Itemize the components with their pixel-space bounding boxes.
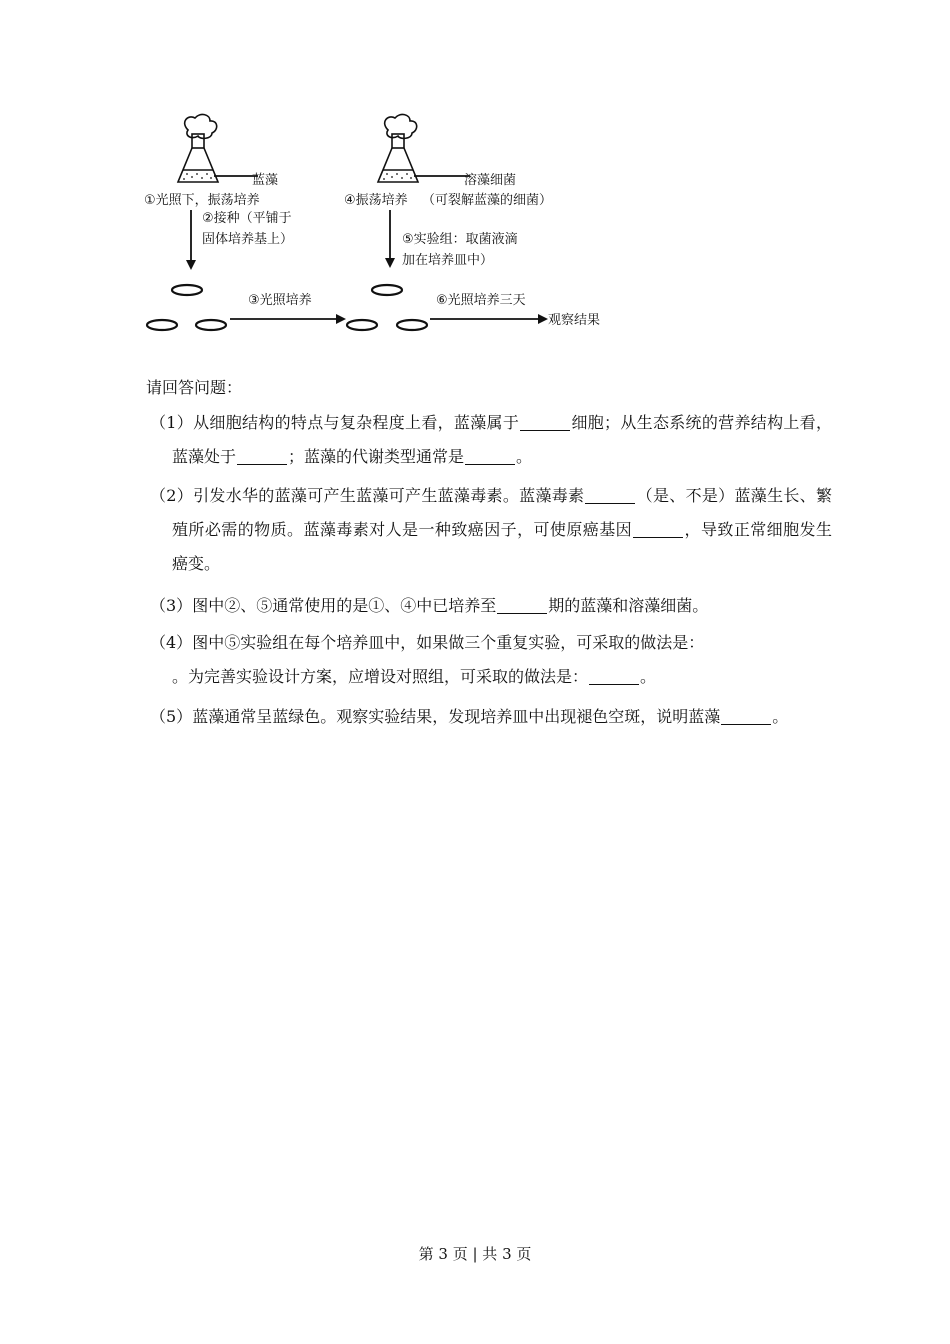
petri-dishes-group-1 — [147, 285, 226, 330]
flask-icon-left — [178, 114, 218, 182]
question-number: （3） — [150, 596, 193, 615]
answer-blank[interactable] — [520, 412, 570, 431]
label-lanzao: 蓝藻 — [252, 173, 279, 188]
question-number: （1） — [150, 413, 194, 432]
answer-blank[interactable] — [497, 595, 547, 614]
arrow-right-icon-step3 — [230, 314, 346, 324]
answer-blank[interactable] — [465, 446, 515, 465]
answer-blank[interactable] — [237, 446, 287, 465]
question-4: （4）图中⑤实验组在每个培养皿中，如果做三个重复实验，可采取的做法是： 。为完善实验设计方案，应增设对照组，可采取的做法是： 。 — [150, 633, 705, 686]
result-label: 观察结果 — [548, 313, 601, 328]
answer-blank[interactable] — [721, 706, 771, 725]
step1-label: ①光照下，振荡培养 — [144, 193, 260, 208]
question-1: （1）从细胞结构的特点与复杂程度上看，蓝藻属于 细胞；从生态系统的营养结构上看，蓝藻处于 ；蓝藻的代谢类型通常是 。 — [150, 413, 832, 466]
answer-blank[interactable] — [633, 519, 683, 538]
answer-blank[interactable] — [585, 485, 635, 504]
arrow-down-icon-left — [186, 210, 196, 270]
question-number: （2） — [150, 486, 194, 505]
step2-label-line1: ②接种（平铺于 — [202, 211, 292, 226]
step6-label: ⑥光照培养三天 — [436, 293, 526, 308]
arrow-down-icon-right — [385, 210, 395, 268]
experiment-diagram — [140, 112, 620, 344]
step2-label-line2: 固体培养基上） — [202, 232, 294, 247]
questions-intro: 请回答问题： — [146, 378, 243, 397]
flask-culture-dots-right — [383, 173, 412, 180]
label-rongzao: 溶藻细菌 — [464, 173, 517, 188]
step4-label: ④振荡培养 — [344, 193, 408, 208]
step3-label: ③光照培养 — [248, 293, 312, 308]
question-number: （4） — [150, 633, 193, 652]
step5-label-line1: ⑤实验组：取菌液滴 — [402, 232, 518, 247]
flask-icon-right — [378, 114, 418, 182]
flask-culture-dots-left — [183, 173, 212, 180]
arrow-right-icon-step6 — [430, 314, 548, 324]
question-2: （2）引发水华的蓝藻可产生蓝藻可产生蓝藻毒素。蓝藻毒素 （是、不是）蓝藻生长、繁殖所必需的物质。蓝藻毒素对人是一种致癌因子，可使原癌基因 ，导致正常细胞发生癌变。 — [150, 486, 832, 573]
answer-blank[interactable] — [589, 666, 639, 685]
step4-note: （可裂解蓝藻的细菌） — [422, 193, 553, 208]
step5-label-line2: 加在培养皿中） — [402, 253, 494, 268]
page-footer: 第 3 页 | 共 3 页 — [418, 1245, 532, 1263]
question-3: （3）图中②、⑤通常使用的是①、④中已培养至 期的蓝藻和溶藻细菌。 — [150, 596, 709, 615]
question-5: （5）蓝藻通常呈蓝绿色。观察实验结果，发现培养皿中出现褪色空斑，说明蓝藻 。 — [150, 707, 789, 726]
question-number: （5） — [150, 707, 193, 726]
petri-dishes-group-2 — [347, 285, 427, 330]
